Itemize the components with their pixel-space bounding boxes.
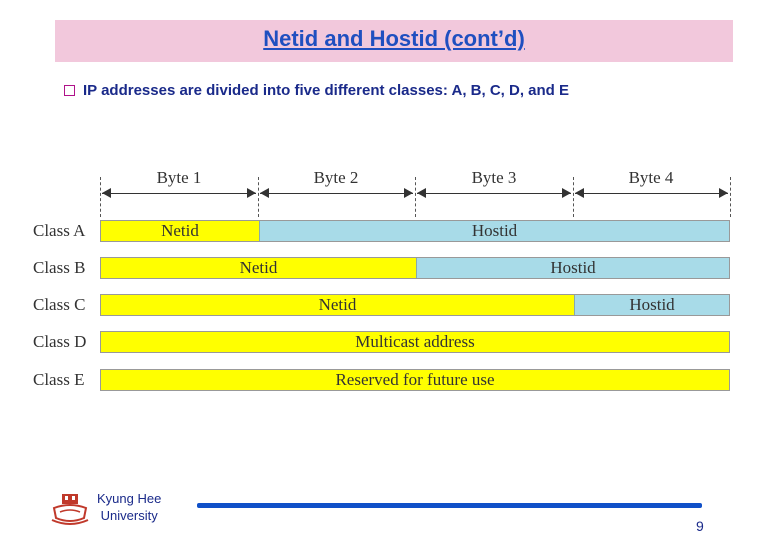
byte-3-label: Byte 3 bbox=[471, 168, 517, 187]
class-a-label: Class A bbox=[33, 221, 86, 240]
arrow-right-icon bbox=[719, 188, 728, 198]
multicast-segment: Multicast address bbox=[101, 332, 729, 352]
netid-segment: Netid bbox=[101, 295, 574, 315]
class-e-label: Class E bbox=[33, 370, 85, 389]
byte-divider bbox=[258, 177, 259, 217]
byte-4-label: Byte 4 bbox=[628, 168, 674, 187]
class-c-bar bbox=[100, 294, 730, 316]
reserved-segment: Reserved for future use bbox=[101, 370, 729, 390]
class-d-bar bbox=[100, 331, 730, 353]
university-logo-icon bbox=[50, 492, 90, 526]
byte-1-label: Byte 1 bbox=[156, 168, 202, 187]
title-bar bbox=[55, 20, 733, 62]
byte-divider bbox=[415, 177, 416, 217]
class-e-bar bbox=[100, 369, 730, 391]
class-d-label: Class D bbox=[33, 332, 87, 351]
university-line-1: Kyung Hee bbox=[97, 491, 162, 506]
university-line-2: University bbox=[100, 508, 158, 523]
byte-divider bbox=[100, 177, 101, 217]
class-b-bar bbox=[100, 257, 730, 279]
byte-1-arrow bbox=[102, 193, 256, 194]
byte-divider bbox=[730, 177, 731, 217]
arrow-left-icon bbox=[575, 188, 584, 198]
hostid-segment: Hostid bbox=[574, 295, 729, 315]
bullet-item bbox=[64, 82, 569, 99]
byte-3-arrow bbox=[417, 193, 571, 194]
class-a-bar bbox=[100, 220, 730, 242]
arrow-left-icon bbox=[417, 188, 426, 198]
hostid-segment: Hostid bbox=[259, 221, 729, 241]
arrow-right-icon bbox=[247, 188, 256, 198]
page-number: 9 bbox=[696, 518, 704, 534]
arrow-right-icon bbox=[404, 188, 413, 198]
arrow-left-icon bbox=[260, 188, 269, 198]
university-name bbox=[97, 490, 161, 524]
arrow-left-icon bbox=[102, 188, 111, 198]
square-bullet-icon bbox=[64, 85, 75, 96]
netid-segment: Netid bbox=[101, 258, 416, 278]
arrow-right-icon bbox=[562, 188, 571, 198]
class-c-label: Class C bbox=[33, 295, 86, 314]
byte-2-label: Byte 2 bbox=[313, 168, 359, 187]
ip-class-diagram bbox=[30, 165, 740, 405]
bullet-text: IP addresses are divided into five different classes: A, B, C, D, and E bbox=[83, 82, 569, 99]
byte-4-arrow bbox=[575, 193, 728, 194]
class-b-label: Class B bbox=[33, 258, 86, 277]
byte-divider bbox=[573, 177, 574, 217]
hostid-segment: Hostid bbox=[416, 258, 729, 278]
byte-2-arrow bbox=[260, 193, 413, 194]
footer-bar bbox=[197, 503, 702, 508]
netid-segment: Netid bbox=[101, 221, 259, 241]
slide-title: Netid and Hostid (cont’d) bbox=[263, 26, 525, 51]
